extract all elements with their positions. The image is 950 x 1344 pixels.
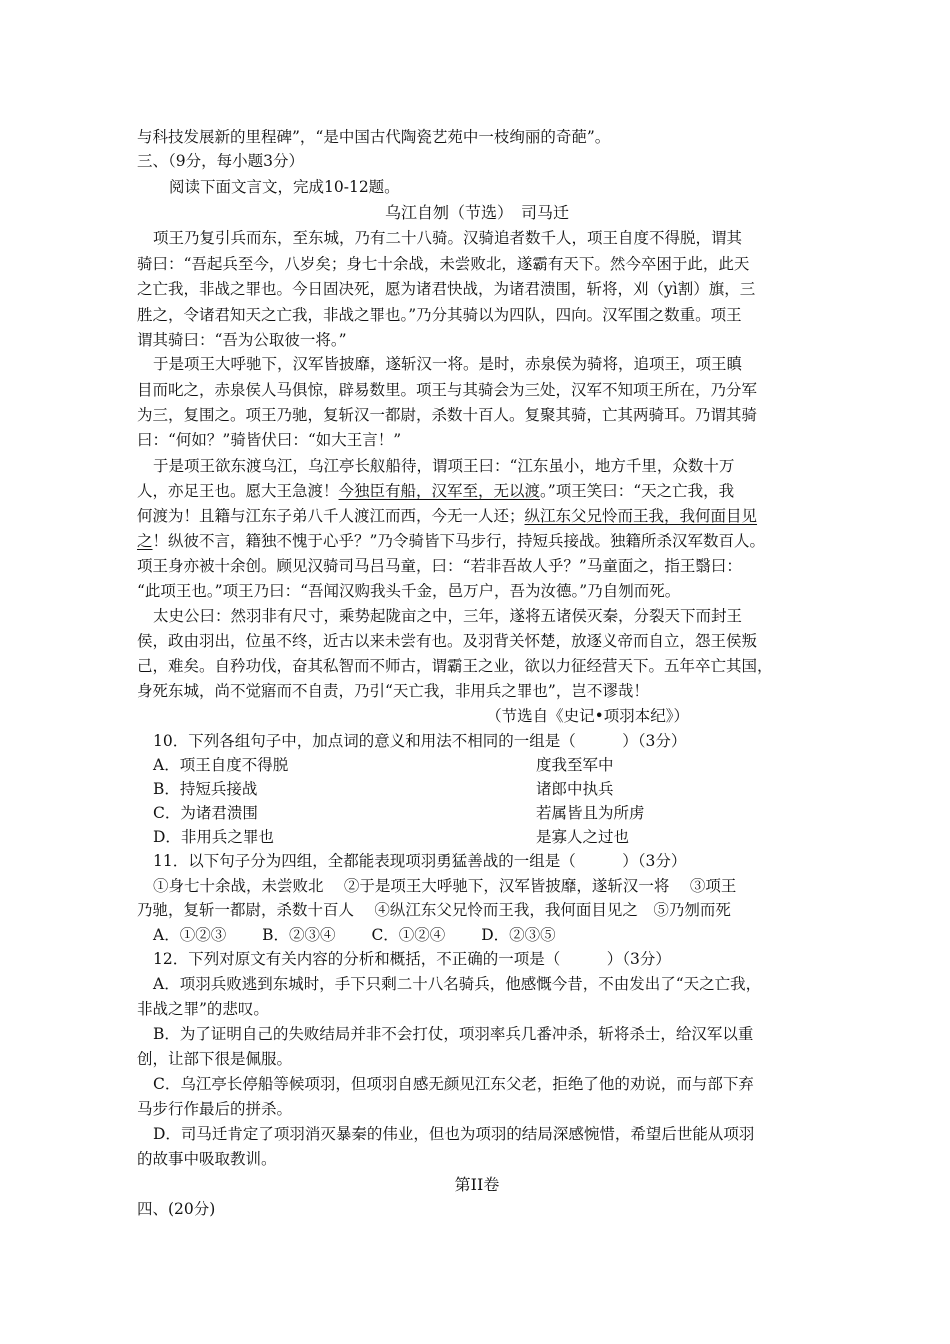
part2-title: 第II卷 [454, 1175, 500, 1194]
passage-line: 于是项王欲东渡乌江，乌江亭长舣船待，谓项王曰：“江东虽小，地方千里，众数十万 [153, 457, 735, 475]
passage-line: 项王乃复引兵而东，至东城，乃有二十八骑。汉骑追者数千人，项王自度不得脱，谓其 [153, 229, 743, 247]
passage-text: 人，亦足王也。愿大王急渡！ [137, 482, 339, 500]
passage-line: 于是项王大呼驰下，汉军皆披靡，遂斩汉一将。是时，赤泉侯为骑将，追项王，项王瞋 [153, 355, 743, 373]
passage-line: 己，难矣。自矜功伐，奋其私智而不师古，谓霸王之业，欲以力征经营天下。五年卒亡其国， [137, 657, 773, 675]
passage-line: 曰：“何如？”骑皆伏曰：“如大王言！” [137, 431, 402, 449]
q12-option-b: B．为了证明自己的失败结局并非不会打仗，项羽率兵几番冲杀，斩将杀士，给汉军以重 [153, 1025, 754, 1043]
passage-line [137, 506, 817, 526]
underlined-sentence-2-end: 之 [137, 532, 153, 550]
section3-instruction: 阅读下面文言文，完成10-12题。 [169, 178, 400, 196]
q10-option-c: C．为诸君溃围 若属皆且为所虏 [153, 804, 645, 822]
passage-line: 骑曰：“吾起兵至今，八岁矣；身七十余战，未尝败北，遂霸有天下。然今卒困于此，此天 [137, 255, 750, 273]
passage-line: 身死东城，尚不觉寤而不自责，乃引“天亡我，非用兵之罪也”，岂不谬哉！ [137, 682, 649, 700]
passage-line: 胜之，令诸君知天之亡我，非战之罪也。”乃分其骑以为四队，四向。汉军围之数重。项王 [137, 306, 742, 324]
section4-heading: 四、(20分) [137, 1200, 216, 1218]
underlined-sentence-2: 纵江东父兄怜而王我，我何面目见 [524, 507, 758, 525]
q12-option-d: D．司马迁肯定了项羽消灭暴秦的伟业，但也为项羽的结局深感惋惜，希望后世能从项羽 [153, 1125, 755, 1143]
q10-option-a: A．项王自度不得脱 度我至军中 [153, 756, 614, 774]
passage-title: 乌江自刎（节选） 司马迁 [384, 203, 569, 222]
q12-option-a: A．项羽兵败逃到东城时，手下只剩二十八名骑兵，他感慨今昔，不由发出了“天之亡我， [153, 975, 762, 993]
passage-source: （节选自《史记•项羽本纪》） [486, 707, 689, 725]
q12-option-c: C．乌江亭长停船等候项羽，但项羽自感无颜见江东父老，拒绝了他的劝说，而与部下弃 [153, 1075, 754, 1093]
q12-option-c-cont: 马步行作最后的拼杀。 [137, 1100, 293, 1118]
passage-line [137, 481, 817, 501]
passage-text: 何渡为！且籍与江东子弟八千人渡江而西，今无一人还； [137, 507, 525, 525]
q11-choices: A．①②③ B．②③④ C．①②④ D．②③⑤ [153, 926, 556, 944]
passage-text: 。”项王笑曰：“天之亡我，我 [540, 482, 735, 500]
passage-line: 为三，复围之。项王乃驰，复斩汉一都尉，杀数十百人。复聚其骑，亡其两骑耳。乃谓其骑 [137, 406, 758, 424]
q12-stem: 12．下列对原文有关内容的分析和概括，不正确的一项是（ ）（3分） [153, 950, 671, 968]
passage-line [137, 531, 817, 551]
q11-items-line2: 乃驰，复斩一都尉，杀数十百人 ④纵江东父兄怜而王我，我何面目见之 ⑤乃刎而死 [137, 901, 731, 919]
q11-stem: 11．以下句子分为四组，全都能表现项羽勇猛善战的一组是（ ）（3分） [153, 852, 687, 870]
section3-heading: 三、（9分，每小题3分） [137, 152, 304, 170]
q10-option-d: D．非用兵之罪也 是寡人之过也 [153, 828, 630, 846]
q12-option-b-cont: 创，让部下很是佩服。 [137, 1050, 293, 1068]
passage-line: 目而叱之，赤泉侯人马俱惊，辟易数里。项王与其骑会为三处，汉军不知项王所在，乃分军 [137, 381, 758, 399]
underlined-sentence-1: 今独臣有船，汉军至，无以渡 [338, 482, 541, 500]
q12-option-a-cont: 非战之罪”的悲叹。 [137, 1000, 269, 1018]
passage-line: 太史公曰：然羽非有尺寸，乘势起陇亩之中，三年，遂将五诸侯灭秦，分裂天下而封王 [153, 607, 743, 625]
passage-line: “此项王也。”项王乃曰：“吾闻汉购我头千金，邑万户，吾为汝德。”乃自刎而死。 [137, 582, 681, 600]
q11-items-line1: ①身七十余战，未尝败北 ②于是项王大呼驰下，汉军皆披靡，遂斩汉一将 ③项王 [153, 877, 737, 895]
passage-text: ！纵彼不言，籍独不愧于心乎？”乃令骑皆下马步行，持短兵接战。独籍所杀汉军数百人。 [152, 532, 765, 550]
q12-option-d-cont: 的故事中吸取教训。 [137, 1150, 277, 1168]
q10-stem: 10．下列各组句子中，加点词的意义和用法不相同的一组是（ ）（3分） [153, 732, 687, 750]
passage-line: 侯，政由羽出，位虽不终，近古以来未尝有也。及羽背关怀楚，放逐义帝而自立，怨王侯叛 [137, 632, 758, 650]
passage-line: 谓其骑曰：“吾为公取彼一将。” [137, 331, 347, 349]
passage-line: 之亡我，非战之罪也。今日固决死，愿为诸君快战，为诸君溃围，斩将，刈（yì割）旗，三 [137, 280, 756, 298]
q10-option-b: B．持短兵接战 诸郎中执兵 [153, 780, 614, 798]
passage-line: 项王身亦被十余创。顾见汉骑司马吕马童，曰：“若非吾故人乎？”马童面之，指王翳曰： [137, 557, 742, 575]
intro-tail-text: 与科技发展新的里程碑”，“是中国古代陶瓷艺苑中一枝绚丽的奇葩”。 [137, 128, 611, 146]
